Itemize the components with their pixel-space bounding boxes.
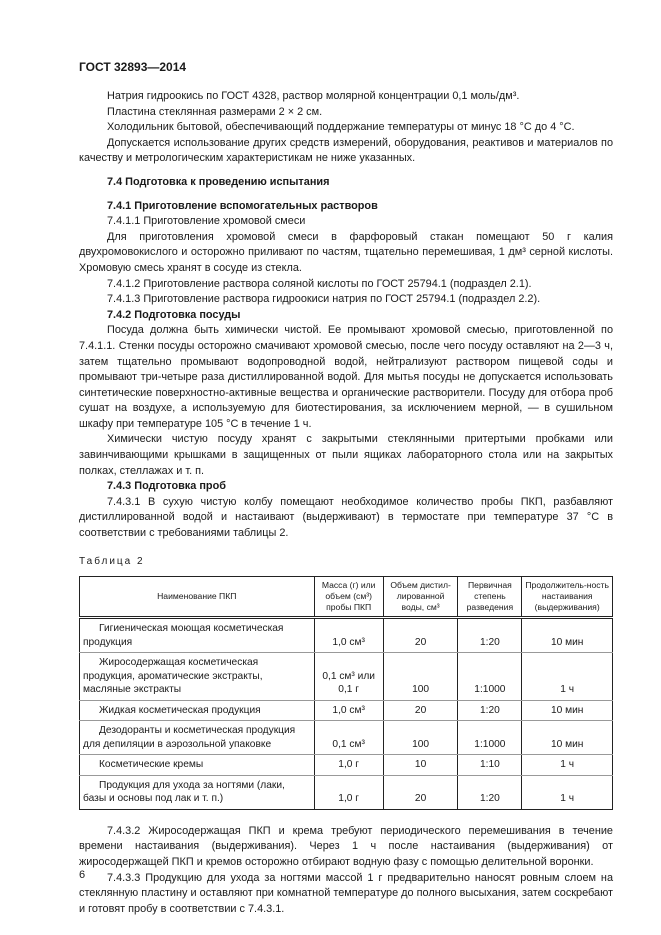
table-cell: 10 <box>383 755 458 776</box>
table-row <box>80 700 613 721</box>
table-cell: 1:20 <box>458 618 522 653</box>
paragraph: Посуда должна быть химически чистой. Ее промывают хромовой смесью, приготовленной по 7.4.1.1. Стенки посуды осторожно смачивают хромовой смесью, после чего посуду оставляют на 2—3 ч, затем тщательно промывают водопроводной водой, нейтрализуют раствором пищевой соды и промывают три-четыре раза дистиллированной водой. Для мытья посуды не допускается использовать синтетические поверхностно-активные вещества и органические растворители. Посуду для отбора проб сушат на воздухе, а используемую для биотестирования, за исключением мерной, — в сушильном шкафу при температуре 105 °С в течение 1 ч. <box>79 324 613 430</box>
column-header: Первичная степень разведения <box>458 577 522 618</box>
paragraph: Пластина стеклянная размерами 2 × 2 см. <box>107 105 323 118</box>
table-cell: Жидкая косметическая продукция <box>80 700 315 721</box>
table-row <box>80 653 613 701</box>
section-heading: 7.4 Подготовка к проведению испытания <box>107 175 330 188</box>
paragraph: Натрия гидроокись по ГОСТ 4328, раствор молярной концентрации 0,1 моль/дм³. <box>107 90 520 102</box>
paragraph: Холодильник бытовой, обеспечивающий поддержание температуры от минус 18 °С до 4 °С. <box>107 121 575 134</box>
table-cell: 100 <box>383 721 458 755</box>
table-cell: 20 <box>383 618 458 653</box>
table-cell: 20 <box>383 775 458 809</box>
standard-header: ГОСТ 32893—2014 <box>79 60 187 74</box>
column-header: Наименование ПКП <box>80 577 315 618</box>
section-heading: 7.4.1 Приготовление вспомогательных растворов <box>107 199 378 212</box>
table-cell: 10 мин <box>522 618 613 653</box>
table-cell: 0,1 см³ <box>314 721 383 755</box>
table-cell: 1,0 г <box>314 775 383 809</box>
table-cell: 1,0 см³ <box>314 618 383 653</box>
paragraph: 7.4.1.3 Приготовление раствора гидроокиси натрия по ГОСТ 25794.1 (подраздел 2.2). <box>107 293 541 306</box>
section-heading: 7.4.2 Подготовка посуды <box>107 308 241 321</box>
table-row <box>80 721 613 755</box>
table-cell: 1:1000 <box>458 721 522 755</box>
table-cell: 1 ч <box>522 755 613 776</box>
table-2 <box>79 576 613 810</box>
table-cell: 1 ч <box>522 775 613 809</box>
table-row <box>80 618 613 653</box>
table-row <box>80 775 613 809</box>
table-cell: 20 <box>383 700 458 721</box>
table-cell: 1:20 <box>458 700 522 721</box>
document-body <box>79 89 613 917</box>
table-cell: Дезодоранты и косметическая продукция для депиляции в аэрозольной упаковке <box>80 721 315 755</box>
paragraph: 7.4.1.2 Приготовление раствора соляной кислоты по ГОСТ 25794.1 (подраздел 2.1). <box>107 277 532 290</box>
table-cell: 1:1000 <box>458 653 522 701</box>
paragraph: 7.4.3.2 Жиросодержащая ПКП и крема требуют периодического перемешивания в течение времени настаивания (выдерживания). Через 1 ч после настаивания (выдерживания) от жиросодержащей ПКП и кремов осторожно отбирают водную фазу с помощью делительной воронки. <box>79 824 613 868</box>
subsection-heading: 7.4.1.1 Приготовление хромовой смеси <box>107 215 306 228</box>
table-cell: 10 мин <box>522 700 613 721</box>
table-cell: Косметические кремы <box>80 755 315 776</box>
paragraph: 7.4.3.3 Продукцию для ухода за ногтями массой 1 г предварительно наносят ровным слоем на стеклянную пластину и оставляют при комнатной температуре до полного высыхания, затем соскребают и готовят пробу в соответствии с 7.4.3.1. <box>79 871 613 915</box>
page-number: 6 <box>79 869 86 881</box>
table-cell: 1 ч <box>522 653 613 701</box>
column-header: Масса (г) или объем (см³) пробы ПКП <box>314 577 383 618</box>
table-cell: 0,1 см³ или 0,1 г <box>314 653 383 701</box>
table-cell: 1:10 <box>458 755 522 776</box>
paragraph: Химически чистую посуду хранят с закрытыми стеклянными притертыми пробками или завинчивающими крышками в защищенных от пыли ящиках лабораторного стола или на закрытых полках, стеллажах и т. п. <box>79 433 613 477</box>
table-cell: 10 мин <box>522 721 613 755</box>
table-cell: 1:20 <box>458 775 522 809</box>
table-caption: Таблица 2 <box>79 555 145 567</box>
table-cell: 1,0 г <box>314 755 383 776</box>
table-cell: Гигиеническая моющая косметическая продукция <box>80 618 315 653</box>
column-header: Объем дистил-лированной воды, см³ <box>383 577 458 618</box>
paragraph: Допускается использование других средств измерений, оборудования, реактивов и материалов по качеству и метрологическим характеристикам не ниже указанных. <box>79 136 613 165</box>
table-cell: Продукция для ухода за ногтями (лаки, базы и основы под лак и т. п.) <box>80 775 315 809</box>
table-cell: 1,0 см³ <box>314 700 383 721</box>
table-cell: Жиросодержащая косметическая продукция, ароматические экстракты, масляные экстракты <box>80 653 315 701</box>
column-header: Продолжитель-ность настаивания (выдерживания) <box>522 577 613 618</box>
paragraph: Для приготовления хромовой смеси в фарфоровый стакан помещают 50 г калия двухромовокислого и осторожно приливают по частям, тщательно перемешивая, 1 дм³ серной кислоты. Хромовую смесь хранят в сосуде из стекла. <box>79 230 613 274</box>
paragraph: 7.4.3.1 В сухую чистую колбу помещают необходимое количество пробы ПКП, разбавляют дистиллированной водой и настаивают (выдерживают) в термостате при температуре 37 °С в соответствии с требованиями таблицы 2. <box>79 495 613 540</box>
table-cell: 100 <box>383 653 458 701</box>
table-row <box>80 755 613 776</box>
section-heading: 7.4.3 Подготовка проб <box>107 480 226 493</box>
